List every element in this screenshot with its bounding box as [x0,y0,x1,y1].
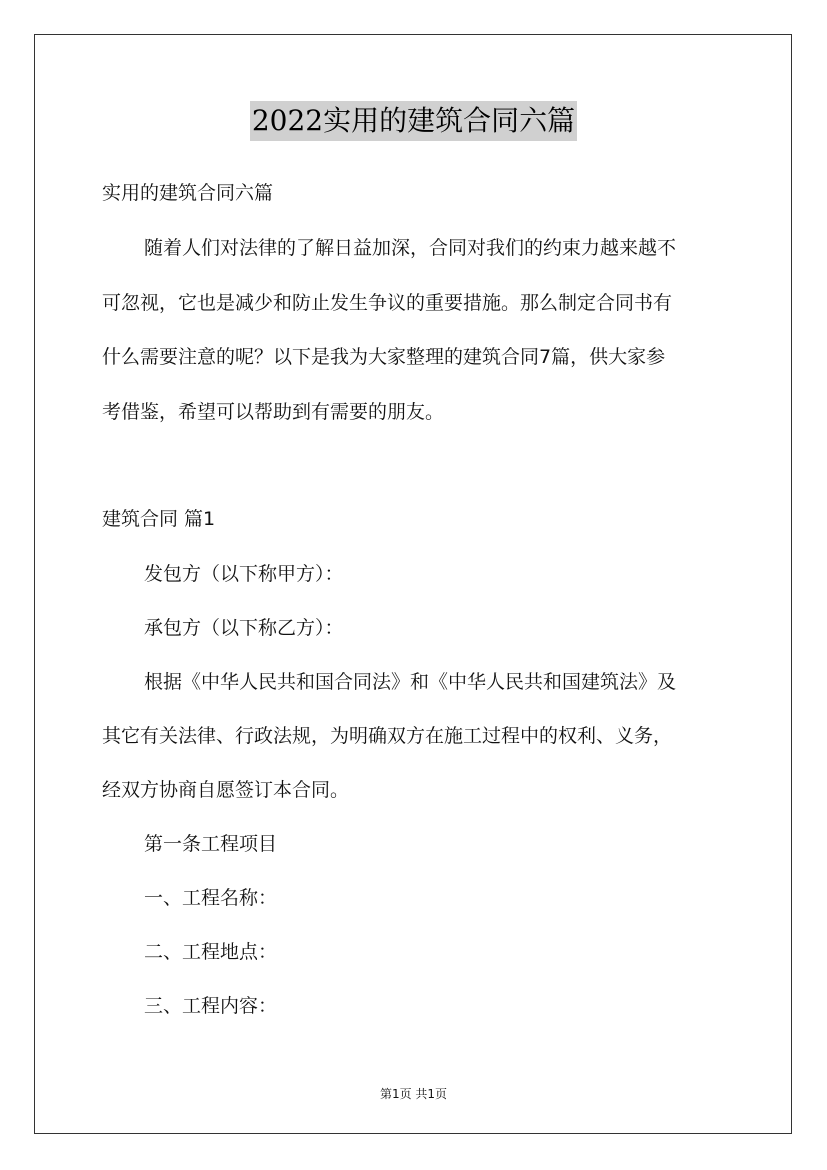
basis-line-1: 根据《中华人民共和国合同法》和《中华人民共和国建筑法》及 [144,671,677,693]
document-subtitle: 实用的建筑合同六篇 [102,182,274,204]
item-project-content: 三、工程内容： [144,995,278,1017]
basis-line-2: 其它有关法律、行政法规，为明确双方在施工过程中的权利、义务， [102,725,673,747]
party-a-line: 发包方（以下称甲方）： [144,563,344,585]
article-1-heading: 第一条工程项目 [144,833,278,855]
intro-line-3: 什么需要注意的呢？以下是我为大家整理的建筑合同7篇，供大家参 [102,346,666,368]
item-project-name: 一、工程名称： [144,887,278,909]
intro-line-2: 可忽视，它也是减少和防止发生争议的重要措施。那么制定合同书有 [102,292,673,314]
basis-line-3: 经双方协商自愿签订本合同。 [102,779,350,801]
intro-line-4: 考借鉴，希望可以帮助到有需要的朋友。 [102,401,445,423]
page-footer: 第1页 共1页 [379,1087,448,1101]
intro-line-1: 随着人们对法律的了解日益加深，合同对我们的约束力越来越不 [144,237,677,259]
title-container [0,101,827,141]
item-project-location: 二、工程地点： [144,941,278,963]
party-b-line: 承包方（以下称乙方）： [144,617,344,639]
section-heading: 建筑合同 篇1 [102,508,216,530]
document-title: 2022实用的建筑合同六篇 [250,101,577,141]
